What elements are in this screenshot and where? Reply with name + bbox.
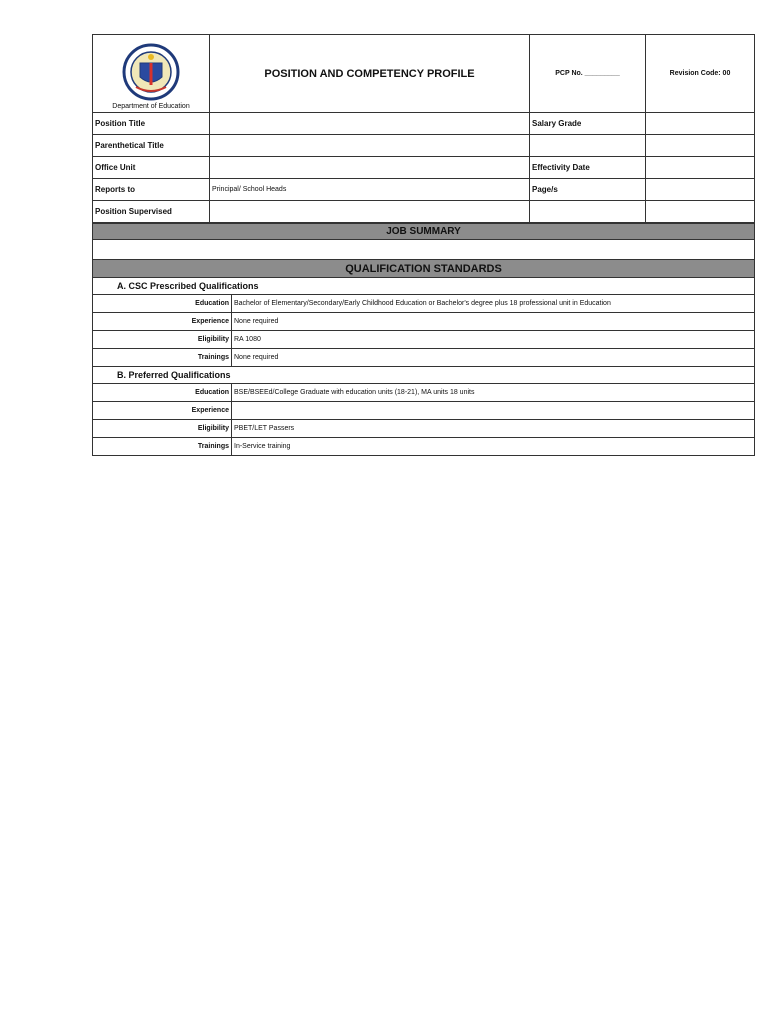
info-right-value[interactable] [646,157,755,179]
info-right-value[interactable] [646,135,755,157]
job-summary-heading: JOB SUMMARY [93,224,755,240]
qualification-value[interactable]: None required [232,313,755,331]
qualification-label: Eligibility [93,331,232,349]
info-right-value[interactable] [646,201,755,223]
info-right-value[interactable] [646,113,755,135]
info-value[interactable] [210,201,530,223]
info-row [93,113,755,135]
info-row [93,135,755,157]
qualification-label: Education [93,384,232,402]
info-value[interactable] [210,135,530,157]
qualification-value[interactable]: BSE/BSEEd/College Graduate with education units (18-21), MA units 18 units [232,384,755,402]
info-right-value[interactable] [646,179,755,201]
info-value[interactable] [210,157,530,179]
qualification-row [93,384,755,402]
csc-qualifications-heading: A. CSC Prescribed Qualifications [93,278,755,295]
info-right-label: Page/s [530,179,646,201]
info-row [93,179,755,201]
qualification-label: Trainings [93,349,232,367]
qualification-row [93,349,755,367]
qualification-row [93,420,755,438]
info-label: Office Unit [93,157,210,179]
qualification-value[interactable]: PBET/LET Passers [232,420,755,438]
info-label: Position Title [93,113,210,135]
qualification-value[interactable]: None required [232,349,755,367]
logo-caption: Department of Education [112,103,190,110]
qualification-value[interactable]: In-Service training [232,438,755,456]
preferred-qualifications-heading: B. Preferred Qualifications [93,367,755,384]
job-summary-text[interactable] [93,240,755,260]
qualification-value[interactable]: Bachelor of Elementary/Secondary/Early Childhood Education or Bachelor's degree plus 18 professional unit in Education [232,295,755,313]
qualification-row [93,438,755,456]
qualifications-table [92,223,755,456]
info-row [93,201,755,223]
qualification-label: Trainings [93,438,232,456]
info-right-label: Effectivity Date [530,157,646,179]
qualification-row [93,295,755,313]
position-competency-profile-form [92,34,754,456]
form-title: POSITION AND COMPETENCY PROFILE [210,35,530,113]
revision-code: Revision Code: 00 [646,35,755,113]
info-value[interactable] [210,113,530,135]
qualification-value[interactable]: RA 1080 [232,331,755,349]
qualification-label: Eligibility [93,420,232,438]
qualification-row [93,313,755,331]
info-label: Parenthetical Title [93,135,210,157]
qualification-row [93,331,755,349]
qualification-label: Experience [93,313,232,331]
info-right-label: Salary Grade [530,113,646,135]
header-table [92,34,755,223]
info-label: Position Supervised [93,201,210,223]
info-label: Reports to [93,179,210,201]
deped-seal-logo [116,43,186,101]
info-row [93,157,755,179]
qualification-label: Education [93,295,232,313]
info-right-label [530,201,646,223]
qualification-row [93,402,755,420]
qualification-value[interactable] [232,402,755,420]
qualification-standards-heading: QUALIFICATION STANDARDS [93,260,755,278]
info-value[interactable]: Principal/ School Heads [210,179,530,201]
info-right-label [530,135,646,157]
deped-logo-cell [93,35,210,113]
qualification-label: Experience [93,402,232,420]
pcp-number-label: PCP No. _________ [530,35,646,113]
